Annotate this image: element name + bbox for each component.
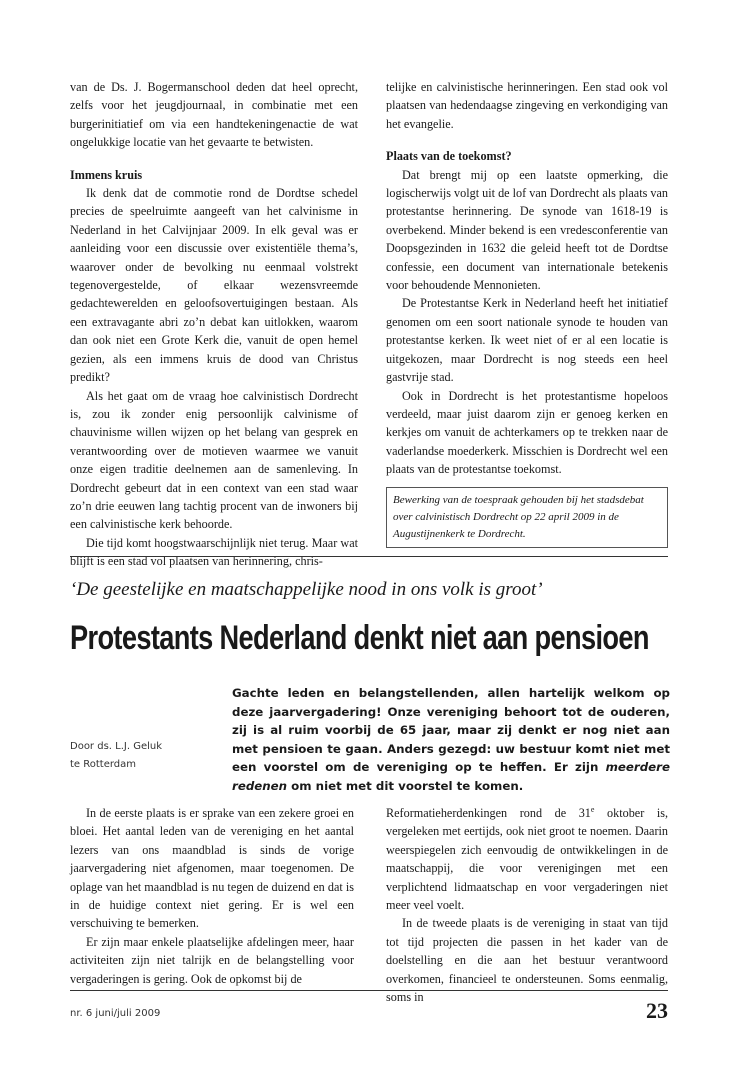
top-left-column <box>70 78 358 571</box>
paragraph: Ook in Dordrecht is het protestantisme hopeloos verdeeld, maar juist daarom zijn er genoeg kerken en kerkjes om vanuit de achterkamers op te trekken naar de vaderlandse moederkerk. Misschien is Dordrecht wel een plaats van de protestantse toekomst. <box>386 388 668 477</box>
paragraph: In de tweede plaats is de vereniging in staat van tijd tot tijd projecten die passen in het kader van de doelstelling en die aan het bestuur verantwoord overkomen, financieel te ondersteunen. Soms eenmalig, soms in <box>386 916 668 1005</box>
paragraph: Er zijn maar enkele plaatselijke afdelingen meer, haar activiteiten zijn niet talrijk en de belangstelling voor vergaderingen is gering. Ook de opkomst bij de <box>70 934 354 986</box>
paragraph: De Protestantse Kerk in Nederland heeft het initiatief genomen om een soort nationale synode te houden van protestantse kerken. Ik weet niet of er al een locatie is uitgekozen, maar Dordrecht is nog steeds een heel gastvrije stad. <box>386 296 668 385</box>
page-number: 23 <box>646 998 668 1023</box>
article-headline: Protestants Nederland denkt niet aan pensioen <box>70 619 649 657</box>
article-intro <box>232 684 670 796</box>
paragraph: telijke en calvinistische herinneringen. Een stad ook vol plaatsen van hedendaagse zingeving en verkondiging van het evangelie. <box>386 80 668 131</box>
paragraph <box>386 804 668 914</box>
bottom-right-column <box>386 804 668 1006</box>
paragraph: Ik denk dat de commotie rond de Dordtse schedel precies de speelruimte aangeeft van het calvinisme in Nederland in het Calvijnjaar 2009. In elk geval was er aanleiding voor een discussie over existentiële thema’s, waarover onder de bevolking nu eenmaal volstrekt tegenovergestelde, of elkaar wezensvreemde gedachtewerelden en geloofsovertuigingen bestaan. Als een extravagante abri zo’n debat kan uitlokken, waarom dan ook niet een Grote Kerk die, vanuit de open hemel gezien, als een immens kruis de dood van Christus predikt? <box>70 186 358 385</box>
paragraph: van de Ds. J. Bogermanschool deden dat heel oprecht, zelfs voor het jeugdjournaal, in combinatie met een burgerinitiatief om via een handtekeningenactie de wat ongelukkige locatie van het gevaarte te betwisten. <box>70 80 358 150</box>
bottom-left-column <box>70 804 354 988</box>
intro-text: Gachte leden en belangstellenden, allen hartelijk welkom op deze jaarvergadering! Onze vereniging behoort tot de ouderen, zij is al ruim voorbij de 65 jaar, maar zij denkt er nog niet aan met pensioen te gaan. Anders gezegd: uw bestuur komt niet met een voorstel om de vereniging op te heffen. Er zijn <box>232 686 670 775</box>
paragraph-text: Reformatieherdenkingen rond de 31 <box>386 806 591 820</box>
section-divider <box>70 556 668 557</box>
paragraph: Dat brengt mij op een laatste opmerking, die logischerwijs volgt uit de lof van Dordrecht als plaats van protestantse herinnering. De synode van 1618-19 is overbekend. Minder bekend is een vredesconferentie van Doopsgezinden in 1632 die geleid heeft tot de Dordtse confessie, een document van internationale betekenis voor behoudende Mennonieten. <box>386 167 668 293</box>
paragraph: Die tijd komt hoogstwaarschijnlijk niet terug. Maar wat blijft is een stad vol plaatsen van herinnering, chris- <box>70 535 358 569</box>
article-subtitle: ‘De geestelijke en maatschappelijke nood in ons volk is groot’ <box>70 579 543 600</box>
byline-author: Door ds. L.J. Geluk <box>70 741 163 752</box>
ordinal-superscript: e <box>590 804 595 814</box>
top-right-column <box>386 78 668 548</box>
section-heading-plaats-van-de-toekomst: Plaats van de toekomst? <box>386 149 512 164</box>
source-note-box: Bewerking van de toespraak gehouden bij het stadsdebat over calvinistisch Dordrecht op 22 april 2009 in de Augustijnenkerk te Dordrecht. <box>386 487 668 548</box>
footer-divider <box>70 990 668 991</box>
section-heading-immens-kruis: Immens kruis <box>70 167 143 182</box>
paragraph-text-cont: oktober is, vergeleken met eertijds, ook niet groot te noemen. Daarin weerspiegelen zich eenvoudig de ontwikkelingen in de maatschappij, die voor verenigingen met een verplichtend lidmaatschap en voor vergaderingen niet meer veel voelt. <box>386 806 668 913</box>
intro-text-end: om niet met dit voorstel te komen. <box>291 778 524 793</box>
byline-location: te Rotterdam <box>70 759 137 770</box>
paragraph: Als het gaat om de vraag hoe calvinistisch Dordrecht is, zou ik zonder enig persoonlijk calvinisme of chauvinisme willen wijzen op het belang van gesprek en verantwoording over de motieven waarmee we vanuit onze eigen traditie deelnemen aan de samenleving. In Dordrecht gebeurt dat in een context van een stad waar zo’n drie eeuwen lang tachtig procent van de inwoners bij een calvinistische kerk behoorde. <box>70 388 358 532</box>
byline <box>70 738 220 774</box>
intro-emphasis: meerdere redenen <box>232 760 670 793</box>
issue-label: nr. 6 juni/juli 2009 <box>70 1008 161 1019</box>
paragraph: In de eerste plaats is er sprake van een zekere groei en bloei. Het aantal leden van de vereniging en het aantal lezers van ons maandblad is sinds de vorige jaarvergadering niet afgenomen, maar toegenomen. De oplage van het maandblad is nu tegen de duizend en dat is in de huidige context niet gering. Er is wel een verschuiving te bemerken. <box>70 806 354 931</box>
